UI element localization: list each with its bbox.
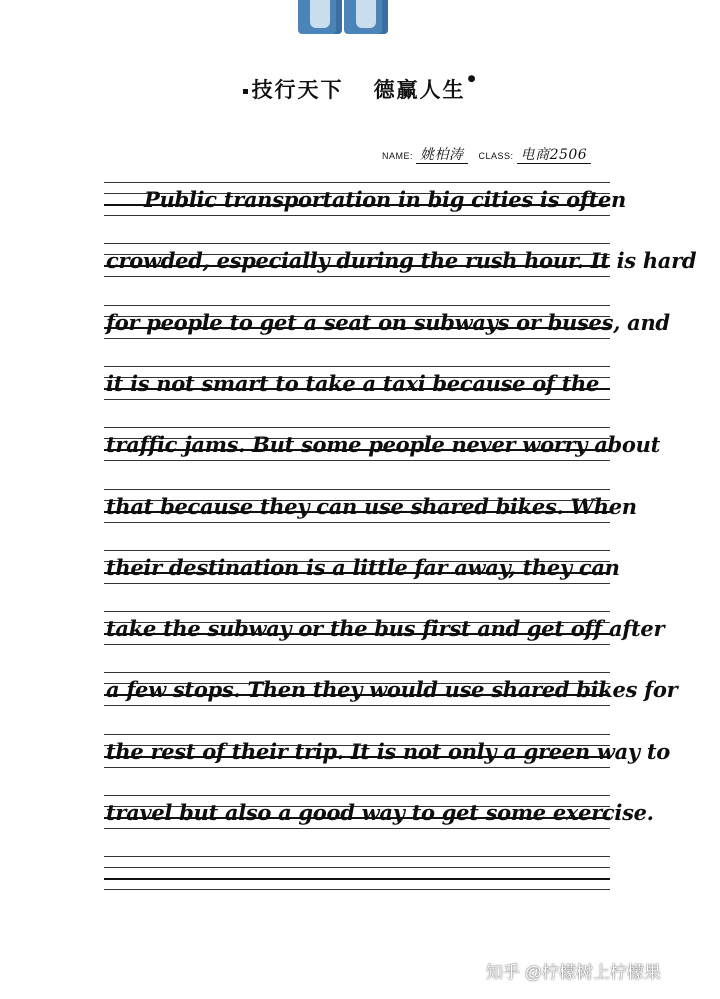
handwritten-line: traffic jams. But some people never worry about: [106, 432, 660, 458]
guide-rule: [104, 243, 610, 244]
guide-rule: [104, 427, 610, 428]
guide-rule: [104, 767, 610, 768]
page-header: [0, 74, 720, 104]
watermark: 知乎 @柠檬树上柠檬果: [486, 963, 661, 982]
class-label: CLASS:: [478, 151, 514, 161]
guide-rule: [104, 305, 610, 306]
motto-left: 技行天下: [251, 77, 344, 102]
bullet-mark: [243, 89, 248, 94]
guide-rule: [104, 276, 610, 277]
guide-rule: [104, 489, 610, 490]
guide-rule: [104, 338, 610, 339]
guide-rule: [104, 215, 610, 216]
handwritten-line: that because they can use shared bikes. When: [106, 493, 637, 519]
guide-rule: [104, 366, 610, 367]
handwritten-line: it is not smart to take a taxi because of the: [106, 370, 600, 396]
guide-rule: [104, 828, 610, 829]
handwritten-line: a few stops. Then they would use shared bikes for: [106, 677, 678, 703]
handwritten-line: travel but also a good way to get some exercise.: [106, 800, 654, 825]
guide-rule: [104, 705, 610, 706]
guide-rule: [104, 734, 610, 735]
handwritten-line: the rest of their trip. It is not only a green way to: [106, 738, 670, 764]
guide-rule: [104, 611, 610, 612]
guide-rule: [104, 878, 610, 880]
guide-rule: [104, 867, 610, 868]
guide-rule: [104, 522, 610, 523]
student-info: [382, 144, 591, 164]
name-label: NAME:: [382, 151, 414, 161]
guide-rule: [104, 460, 610, 461]
handwritten-line: crowded, especially during the rush hour. It is hard: [106, 248, 697, 274]
motto-right: 德赢人生: [373, 77, 466, 102]
guide-rule: [104, 583, 610, 584]
ruled-writing-sheet: [104, 182, 697, 912]
guide-rule: [104, 644, 610, 645]
guide-rule: [104, 889, 610, 890]
handwritten-line: Public transportation in big cities is often: [144, 187, 627, 212]
handwritten-line: for people to get a seat on subways or buses, and: [106, 309, 670, 335]
binder-clip-right: [344, 0, 388, 34]
handwritten-line: their destination is a little far away, they can: [106, 554, 620, 580]
guide-rule: [104, 672, 610, 673]
guide-rule: [104, 795, 610, 796]
registered-mark-icon: ●: [467, 74, 478, 84]
class-value: 电商2506: [517, 147, 592, 164]
binder-clip-left: [298, 0, 342, 34]
guide-rule: [104, 856, 610, 857]
guide-rule: [104, 399, 610, 400]
guide-rule: [104, 550, 610, 551]
name-value: 姚柏涛: [416, 147, 468, 164]
handwritten-line: take the subway or the bus first and get off after: [106, 616, 665, 642]
guide-rule: [104, 182, 610, 183]
